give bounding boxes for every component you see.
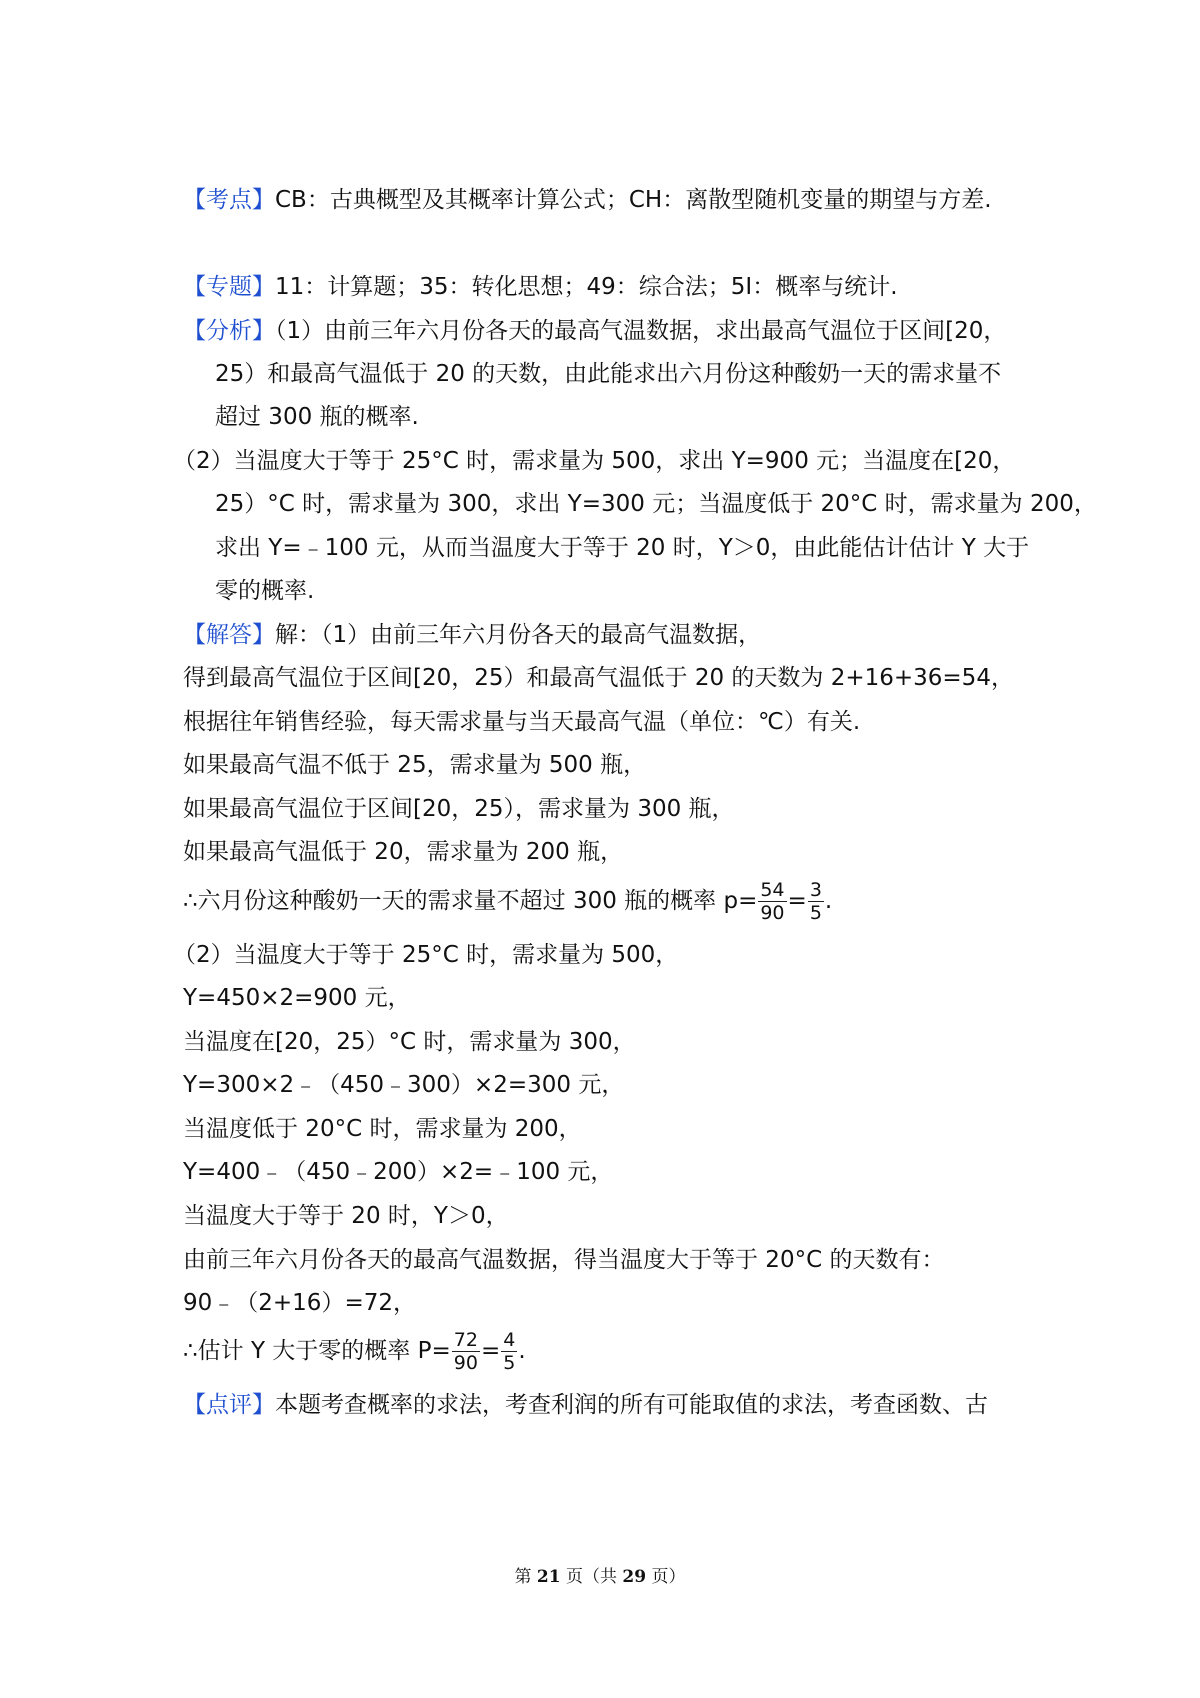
footer-mid: 页（共 [560, 1567, 623, 1587]
fenxi-line-6: 求出 Y=﹣100 元，从而当温度大于等于 20 时，Y＞0，由此能估计估计 Y 大于 [215, 535, 1030, 561]
fenxi-line-1 [183, 314, 1033, 348]
fenxi-line-7: 零的概率. [215, 578, 315, 604]
jieda-line-14: 当温度大于等于 20 时，Y＞0， [183, 1203, 509, 1229]
jieda-line-16: 90﹣（2+16）=72， [183, 1290, 416, 1316]
period: . [518, 1338, 526, 1364]
jieda-line-2: 得到最高气温位于区间[20，25）和最高气温低于 20 的天数为 2+16+36=54， [183, 665, 1014, 691]
zhuanti-text: 11：计算题；35：转化思想；49：综合法；5I：概率与统计. [275, 274, 898, 300]
jieda-line-1 [183, 618, 1033, 652]
jieda-line-13: Y=400﹣（450﹣200）×2=﹣100 元， [183, 1159, 614, 1185]
fraction-denominator: 90 [453, 1352, 478, 1374]
fraction-3-5 [808, 879, 824, 924]
fraction-54-90 [758, 879, 786, 924]
period: . [824, 888, 833, 914]
dianping-line [183, 1388, 1033, 1422]
jieda-line-15: 由前三年六月份各天的最高气温数据，得当温度大于等于 20°C 的天数有： [183, 1247, 945, 1273]
jieda-text-1: 解：（1）由前三年六月份各天的最高气温数据， [275, 622, 762, 648]
jieda-line-10: 当温度在[20，25）°C 时，需求量为 300， [183, 1029, 636, 1055]
fenxi-line-5: 25）°C 时，需求量为 300，求出 Y=300 元；当温度低于 20°C 时，需求量为 200， [215, 491, 1097, 517]
fenxi-line-3: 超过 300 瓶的概率. [215, 404, 419, 430]
fenxi-line-2: 25）和最高气温低于 20 的天数，由此能求出六月份这种酸奶一天的需求量不 [215, 361, 1002, 387]
fraction-numerator: 54 [760, 879, 785, 901]
kaodian-tag: 【考点】 [183, 187, 275, 213]
footer-suffix: 页） [646, 1567, 686, 1587]
kaodian-line [183, 183, 1033, 217]
fraction-72-90 [452, 1329, 480, 1374]
jieda-line-17-text: ∴估计 Y 大于零的概率 P= [183, 1338, 451, 1364]
jieda-line-3: 根据往年销售经验，每天需求量与当天最高气温（单位：℃）有关. [183, 709, 861, 735]
fraction-denominator: 90 [760, 902, 785, 924]
fraction-numerator: 4 [503, 1329, 516, 1351]
jieda-line-11: Y=300×2﹣（450﹣300）×2=300 元， [183, 1072, 625, 1098]
jieda-line-8: （2）当温度大于等于 25°C 时，需求量为 500， [173, 942, 679, 968]
footer-page-number: 21 [536, 1567, 561, 1587]
footer-prefix: 第 [514, 1567, 537, 1587]
zhuanti-tag: 【专题】 [183, 274, 275, 300]
fraction-denominator: 5 [503, 1352, 516, 1374]
jieda-line-4: 如果最高气温不低于 25，需求量为 500 瓶， [183, 752, 647, 778]
jieda-line-12: 当温度低于 20°C 时，需求量为 200， [183, 1116, 582, 1142]
fraction-numerator: 3 [809, 879, 822, 901]
equals-sign: = [480, 1338, 501, 1364]
dianping-text: 本题考查概率的求法，考查利润的所有可能取值的求法，考查函数、古 [275, 1392, 988, 1418]
jieda-line-17 [183, 1323, 1033, 1379]
footer-total-pages: 29 [622, 1567, 647, 1587]
kaodian-text: CB：古典概型及其概率计算公式；CH：离散型随机变量的期望与方差. [275, 187, 992, 213]
fenxi-line-4: （2）当温度大于等于 25°C 时，需求量为 500，求出 Y=900 元；当温度在[20， [173, 448, 1016, 474]
dianping-tag: 【点评】 [183, 1392, 275, 1418]
fenxi-text-1: （1）由前三年六月份各天的最高气温数据，求出最高气温位于区间[20， [275, 318, 1007, 344]
zhuanti-line [183, 270, 1033, 304]
fraction-denominator: 5 [809, 902, 822, 924]
jieda-line-6: 如果最高气温低于 20，需求量为 200 瓶， [183, 839, 624, 865]
jieda-tag: 【解答】 [183, 622, 275, 648]
fraction-numerator: 72 [453, 1329, 478, 1351]
jieda-line-5: 如果最高气温位于区间[20，25），需求量为 300 瓶， [183, 796, 735, 822]
jieda-line-7-text: ∴六月份这种酸奶一天的需求量不超过 300 瓶的概率 p= [183, 888, 758, 914]
jieda-line-7 [183, 873, 1033, 929]
page-footer [0, 1562, 1200, 1587]
equals-sign: = [787, 888, 807, 914]
fenxi-tag: 【分析】 [183, 318, 275, 344]
fraction-4-5 [501, 1329, 517, 1374]
jieda-line-9: Y=450×2=900 元， [183, 985, 411, 1011]
